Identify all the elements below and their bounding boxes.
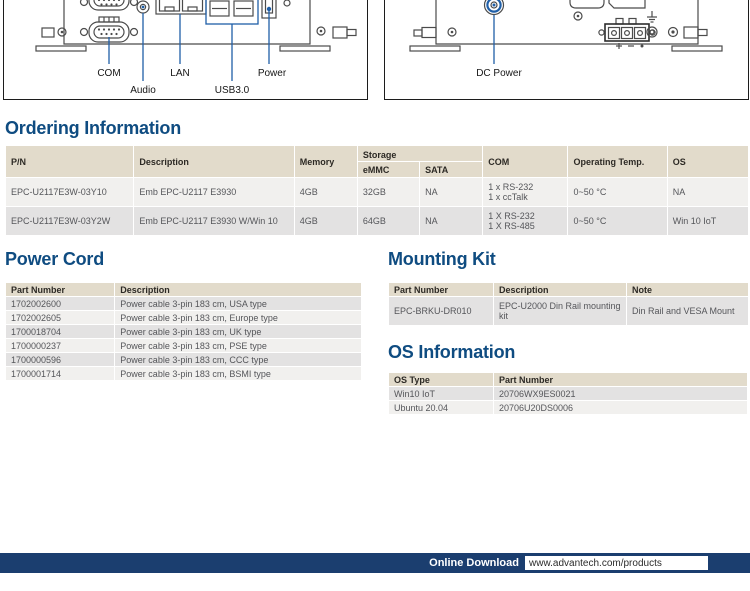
col-operating-temp: Operating Temp. bbox=[568, 146, 666, 177]
antenna-connector-icon bbox=[317, 27, 356, 38]
cell-description: Emb EPC-U2117 E3930 bbox=[134, 178, 293, 206]
table-row bbox=[6, 207, 748, 235]
power-cord-title: Power Cord bbox=[5, 249, 105, 269]
label-dc-power: DC Power bbox=[476, 68, 522, 79]
col-os: OS bbox=[668, 146, 748, 177]
com-line-2: 1 x ccTalk bbox=[488, 192, 528, 202]
chassis-outline bbox=[410, 0, 722, 51]
col-pn: P/N bbox=[6, 146, 133, 177]
cell-part-number: 1700018704 bbox=[6, 325, 114, 338]
table-row bbox=[6, 311, 361, 324]
table-row bbox=[6, 367, 361, 380]
front-panel-drawing bbox=[4, 0, 365, 96]
cell-com bbox=[483, 178, 567, 206]
db9-com-connector-top bbox=[81, 0, 138, 10]
cell-description: Emb EPC-U2117 E3930 W/Win 10 bbox=[134, 207, 293, 235]
com-line-1: 1 x RS-232 bbox=[488, 182, 534, 192]
download-url-box[interactable] bbox=[525, 556, 708, 570]
col-emmc: eMMC bbox=[358, 162, 419, 177]
dc-jack-icon bbox=[485, 0, 504, 15]
cell-description: Power cable 3-pin 183 cm, CCC type bbox=[115, 353, 361, 366]
rear-panel-diagram bbox=[384, 0, 749, 100]
cell-part-number: 20706U20DS0006 bbox=[494, 401, 747, 414]
col-storage: Storage bbox=[358, 146, 482, 161]
cell-memory: 4GB bbox=[295, 207, 357, 235]
power-cord-table bbox=[5, 282, 362, 381]
cell-description: Power cable 3-pin 183 cm, PSE type bbox=[115, 339, 361, 352]
com-line-1: 1 X RS-232 bbox=[488, 211, 535, 221]
col-description: Description bbox=[494, 283, 626, 296]
label-usb3: USB3.0 bbox=[214, 85, 250, 96]
table-row bbox=[6, 178, 748, 206]
cell-emmc: 32GB bbox=[358, 178, 419, 206]
ordering-title: Ordering Information bbox=[5, 118, 182, 138]
screw-icon bbox=[669, 28, 678, 37]
table-header-row bbox=[389, 283, 748, 296]
table-header-row bbox=[6, 146, 748, 161]
cell-os: NA bbox=[668, 178, 748, 206]
table-row bbox=[389, 401, 747, 414]
os-information-table bbox=[388, 372, 748, 415]
cell-pn: EPC-U2117E3W-03Y2W bbox=[6, 207, 133, 235]
col-com: COM bbox=[483, 146, 567, 177]
cell-pn: EPC-U2117E3W-03Y10 bbox=[6, 178, 133, 206]
cell-part-number: EPC-BRKU-DR010 bbox=[389, 297, 493, 325]
label-lan: LAN bbox=[170, 68, 190, 79]
table-row bbox=[6, 353, 361, 366]
col-sata: SATA bbox=[420, 162, 482, 177]
col-part-number: Part Number bbox=[389, 283, 493, 296]
label-power: Power bbox=[257, 68, 287, 79]
cell-description: EPC-U2000 Din Rail mounting kit bbox=[494, 297, 626, 325]
label-audio: Audio bbox=[130, 85, 156, 96]
col-note: Note bbox=[627, 283, 748, 296]
cell-os-type: Ubuntu 20.04 bbox=[389, 401, 493, 414]
cell-part-number: 1700001714 bbox=[6, 367, 114, 380]
col-part-number: Part Number bbox=[6, 283, 114, 296]
lan-ports-icon bbox=[156, 0, 206, 14]
table-header-row bbox=[389, 373, 747, 386]
cell-part-number: 1702002600 bbox=[6, 297, 114, 310]
cell-operating-temp: 0~50 °C bbox=[568, 207, 666, 235]
cell-com bbox=[483, 207, 567, 235]
table-row bbox=[6, 339, 361, 352]
online-download-bar bbox=[0, 553, 750, 573]
cell-sata: NA bbox=[420, 178, 482, 206]
hdmi-connector-icon bbox=[570, 0, 604, 8]
antenna-connector-icon bbox=[684, 27, 707, 38]
screw-icon bbox=[574, 12, 582, 20]
cell-sata: NA bbox=[420, 207, 482, 235]
cell-emmc: 64GB bbox=[358, 207, 419, 235]
col-description: Description bbox=[115, 283, 361, 296]
cell-description: Power cable 3-pin 183 cm, Europe type bbox=[115, 311, 361, 324]
cell-memory: 4GB bbox=[295, 178, 357, 206]
table-header-row bbox=[6, 283, 361, 296]
col-memory: Memory bbox=[295, 146, 357, 177]
ordering-table bbox=[5, 145, 749, 236]
cell-description: Power cable 3-pin 183 cm, UK type bbox=[115, 325, 361, 338]
table-row bbox=[6, 297, 361, 310]
mounting-kit-table bbox=[388, 282, 749, 326]
cell-os-type: Win10 IoT bbox=[389, 387, 493, 400]
col-os-type: OS Type bbox=[389, 373, 493, 386]
com-line-2: 1 X RS-485 bbox=[488, 221, 535, 231]
col-part-number: Part Number bbox=[494, 373, 747, 386]
cell-part-number: 1700000596 bbox=[6, 353, 114, 366]
rear-panel-drawing bbox=[385, 0, 746, 96]
displayport-connector-icon bbox=[609, 0, 645, 8]
table-row bbox=[389, 387, 747, 400]
cell-part-number: 20706WX9ES0021 bbox=[494, 387, 747, 400]
cell-description: Power cable 3-pin 183 cm, USA type bbox=[115, 297, 361, 310]
cell-note: Din Rail and VESA Mount bbox=[627, 297, 748, 325]
download-url[interactable]: www.advantech.com/products bbox=[529, 557, 662, 569]
online-download-label: Online Download bbox=[429, 557, 519, 569]
label-com: COM bbox=[97, 68, 121, 79]
cell-operating-temp: 0~50 °C bbox=[568, 178, 666, 206]
os-information-title: OS Information bbox=[388, 342, 516, 362]
table-row bbox=[389, 297, 748, 325]
cell-part-number: 1702002605 bbox=[6, 311, 114, 324]
audio-jack-icon bbox=[137, 1, 149, 13]
usb-ports-icon bbox=[206, 0, 258, 24]
col-description: Description bbox=[134, 146, 293, 177]
table-row bbox=[6, 325, 361, 338]
screw-icon bbox=[284, 0, 290, 6]
cell-os: Win 10 IoT bbox=[668, 207, 748, 235]
antenna-connector-icon bbox=[414, 28, 456, 38]
front-panel-diagram bbox=[3, 0, 368, 100]
cell-part-number: 1700000237 bbox=[6, 339, 114, 352]
cell-description: Power cable 3-pin 183 cm, BSMI type bbox=[115, 367, 361, 380]
antenna-connector-icon bbox=[42, 28, 66, 37]
mounting-kit-title: Mounting Kit bbox=[388, 249, 496, 269]
